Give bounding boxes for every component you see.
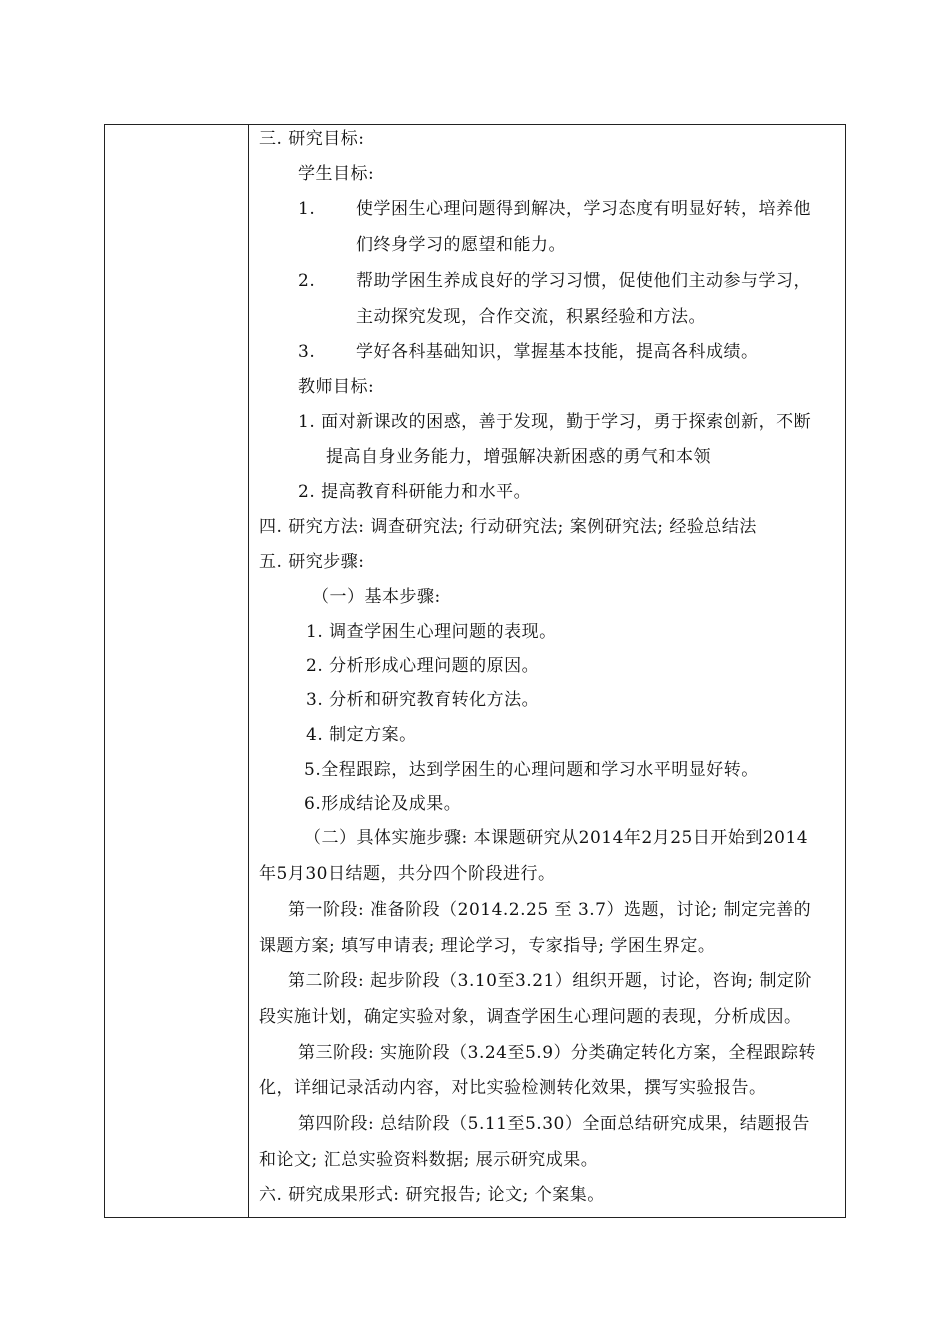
student-goals-heading: 学生目标:	[298, 164, 375, 184]
label-column	[105, 125, 249, 1217]
phase-1-line-2: 课题方案; 填写申请表; 理论学习，专家指导; 学困生界定。	[259, 936, 716, 956]
basic-step-5: 5.全程跟踪，达到学困生的心理问题和学习水平明显好转。	[304, 760, 759, 780]
section-5-heading: 五. 研究步骤:	[259, 552, 365, 572]
phase-2-line-2: 段实施计划，确定实验对象，调查学困生心理问题的表现，分析成因。	[259, 1007, 802, 1027]
basic-step-2: 2. 分析形成心理问题的原因。	[306, 656, 540, 676]
basic-step-3: 3. 分析和研究教育转化方法。	[306, 690, 540, 710]
basic-steps-heading: （一）基本步骤:	[312, 587, 441, 607]
student-goal-2-number: 2.	[298, 271, 316, 291]
student-goal-3-number: 3.	[298, 342, 316, 362]
student-goal-1-line-2: 们终身学习的愿望和能力。	[356, 235, 566, 255]
basic-step-4: 4. 制定方案。	[306, 725, 417, 745]
section-4-methods: 四. 研究方法: 调查研究法; 行动研究法; 案例研究法; 经验总结法	[259, 517, 757, 537]
phase-4-line-2: 和论文; 汇总实验资料数据; 展示研究成果。	[259, 1150, 599, 1170]
teacher-goal-1-line-2: 提高自身业务能力，增强解决新困惑的勇气和本领	[326, 447, 711, 467]
teacher-goal-1-line-1: 1. 面对新课改的困惑，善于发现，勤于学习，勇于探索创新，不断	[298, 412, 812, 432]
implementation-line-2: 年5月30日结题，共分四个阶段进行。	[259, 864, 556, 884]
student-goal-2-line-2: 主动探究发现，合作交流，积累经验和方法。	[356, 307, 706, 327]
teacher-goals-heading: 教师目标:	[298, 377, 375, 397]
phase-3-line-2: 化，详细记录活动内容，对比实验检测转化效果，撰写实验报告。	[259, 1078, 767, 1098]
student-goal-2-line-1: 帮助学困生养成良好的学习习惯，促使他们主动参与学习，	[356, 271, 811, 291]
phase-3-line-1: 第三阶段: 实施阶段（3.24至5.9）分类确定转化方案，全程跟踪转	[298, 1043, 817, 1063]
phase-2-line-1: 第二阶段: 起步阶段（3.10至3.21）组织开题，讨论，咨询; 制定阶	[288, 971, 812, 991]
phase-4-line-1: 第四阶段: 总结阶段（5.11至5.30）全面总结研究成果，结题报告	[298, 1114, 810, 1134]
student-goal-1-line-1: 使学困生心理问题得到解决，学习态度有明显好转，培养他	[356, 199, 811, 219]
phase-1-line-1: 第一阶段: 准备阶段（2014.2.25 至 3.7）选题，讨论; 制定完善的	[288, 900, 812, 920]
section-3-heading: 三. 研究目标:	[259, 129, 365, 149]
section-6-outcomes: 六. 研究成果形式: 研究报告; 论文; 个案集。	[259, 1185, 605, 1205]
basic-step-6: 6.形成结论及成果。	[304, 794, 462, 814]
student-goal-1-number: 1.	[298, 199, 316, 219]
implementation-line-1: （二）具体实施步骤: 本课题研究从2014年2月25日开始到2014	[304, 828, 809, 848]
teacher-goal-2: 2. 提高教育科研能力和水平。	[298, 482, 532, 502]
basic-step-1: 1. 调查学困生心理问题的表现。	[306, 622, 557, 642]
student-goal-3: 学好各科基础知识，掌握基本技能，提高各科成绩。	[356, 342, 759, 362]
